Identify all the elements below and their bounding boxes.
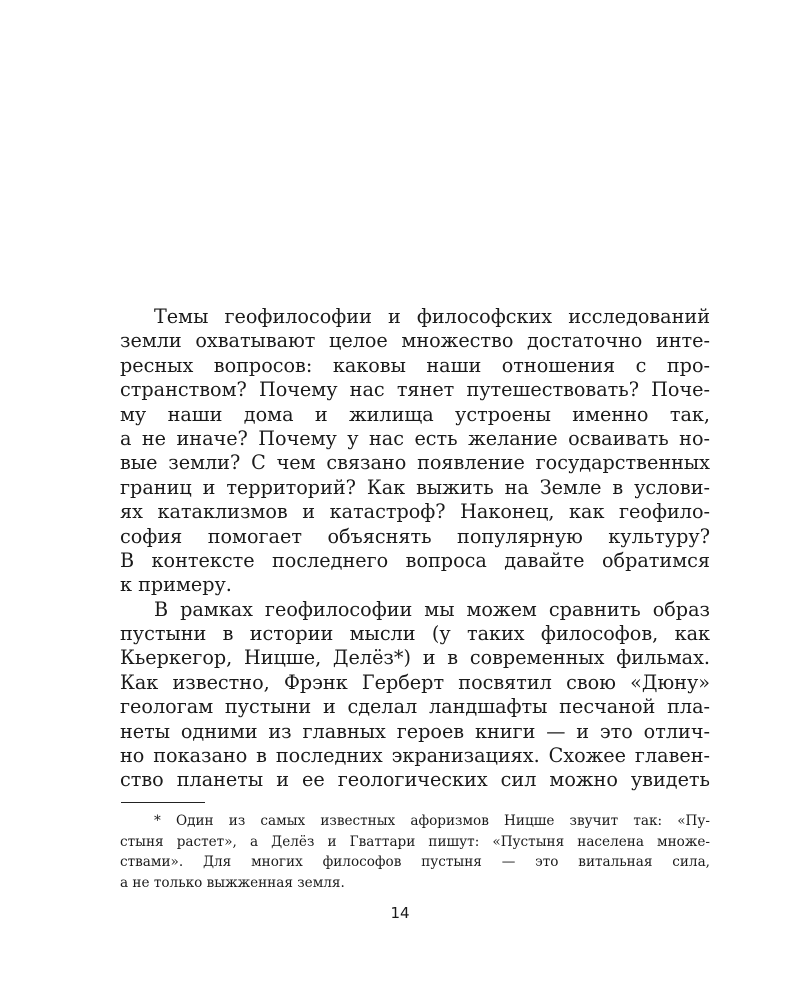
footnote-divider bbox=[121, 802, 205, 803]
text-line: ях катаклизмов и катастроф? Наконец, как геофило- bbox=[120, 500, 710, 524]
text-line: ресных вопросов: каковы наши отношения с про- bbox=[120, 353, 710, 377]
text-line: му наши дома и жилища устроены именно так, bbox=[120, 402, 710, 426]
text-line: земли охватывают целое множество достаточно инте- bbox=[120, 329, 710, 353]
text-line: неты одними из главных героев книги — и это отлич- bbox=[120, 719, 710, 743]
text-line: софия помогает объяснять популярную культуру? bbox=[120, 524, 710, 548]
text-line: Как известно, Фрэнк Герберт посвятил свою «Дюну» bbox=[120, 670, 710, 694]
footnote-line: стыня растет», а Делёз и Гваттари пишут: «Пустыня населена множе- bbox=[120, 833, 710, 850]
text-line: В контексте последнего вопроса давайте обратимся bbox=[120, 548, 710, 572]
text-line: странством? Почему нас тянет путешествовать? Поче- bbox=[120, 378, 710, 402]
text-line: Темы геофилософии и философских исследований bbox=[154, 305, 710, 328]
footnote bbox=[120, 811, 710, 893]
text-line: Кьеркегор, Ницше, Делёз*) и в современных фильмах. bbox=[120, 646, 710, 670]
footnote-line: а не только выжженная земля. bbox=[120, 874, 345, 891]
text-line: а не иначе? Почему у нас есть желание осваивать но- bbox=[120, 426, 710, 450]
text-line: вые земли? С чем связано появление государственных bbox=[120, 451, 710, 475]
footnote-line: ствами». Для многих философов пустыня — это витальная сила, bbox=[120, 854, 710, 870]
text-line: границ и территорий? Как выжить на Земле в услови- bbox=[120, 475, 710, 499]
footnote-line: * Один из самых известных афоризмов Ницше звучит так: «Пу- bbox=[154, 813, 710, 829]
text-line: но показано в последних экранизациях. Схожее главен- bbox=[120, 744, 710, 768]
text-line: геологам пустыни и сделал ландшафты песчаной пла- bbox=[120, 695, 710, 719]
page-number: 14 bbox=[390, 904, 410, 922]
text-line: к примеру. bbox=[120, 573, 232, 597]
text-line: пустыни в истории мысли (у таких философов, как bbox=[120, 622, 710, 646]
text-line: ство планеты и ее геологических сил можно увидеть bbox=[120, 768, 710, 792]
text-line: В рамках геофилософии мы можем сравнить образ bbox=[154, 597, 710, 621]
main-text bbox=[120, 305, 710, 793]
